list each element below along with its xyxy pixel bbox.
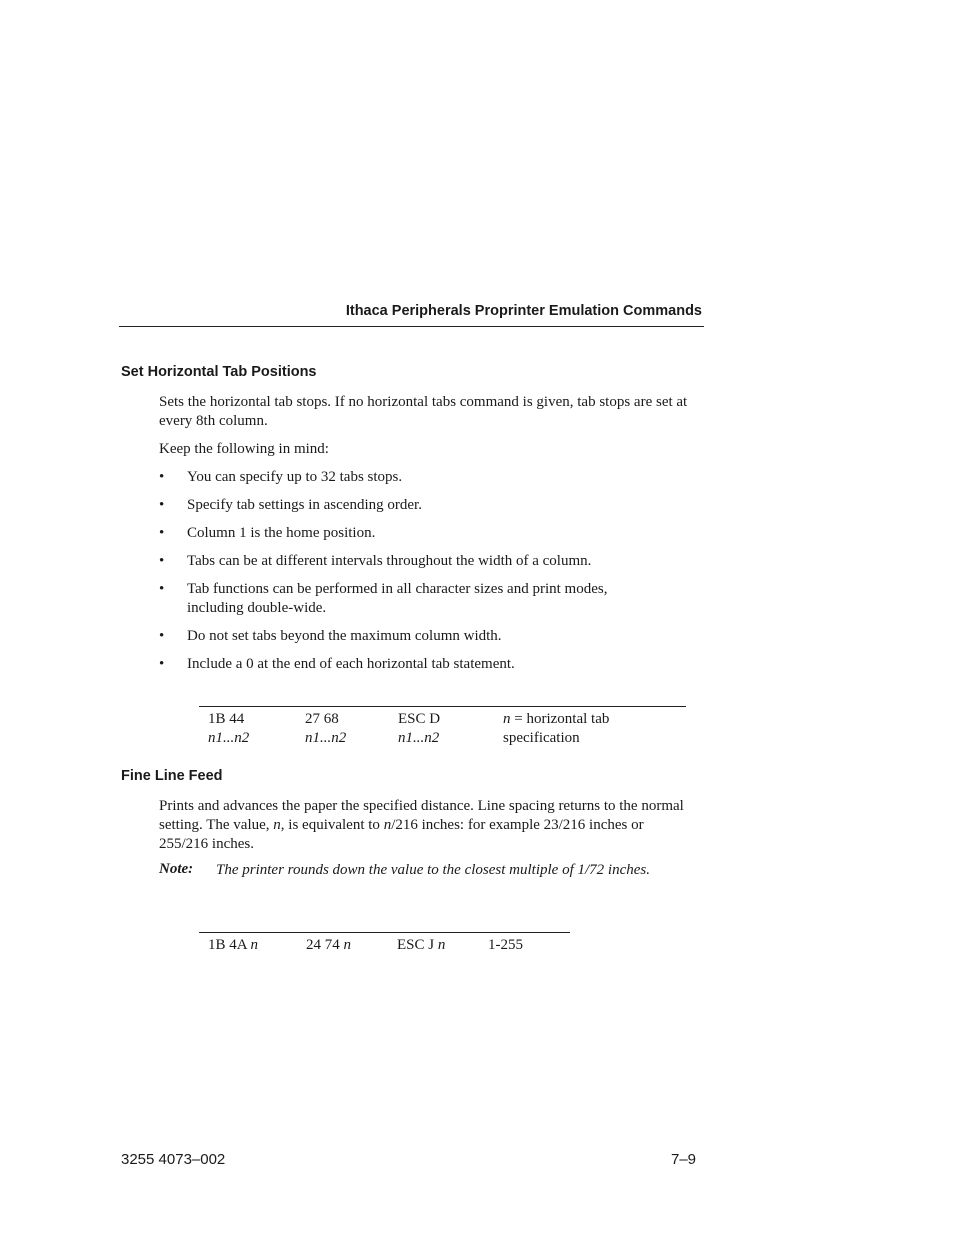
command-hex-code: 1B 4A n bbox=[208, 937, 259, 953]
bullet-symbol: • bbox=[159, 628, 165, 644]
command-range: 1-255 bbox=[488, 937, 523, 953]
keep-in-mind-text: Keep the following in mind: bbox=[159, 441, 329, 457]
list-item-text: Tabs can be at different intervals throughout the width of a column. bbox=[187, 553, 592, 569]
command-ascii-code: ESC D n1...n2 bbox=[398, 711, 441, 746]
running-header-title: Ithaca Peripherals Proprinter Emulation Commands bbox=[345, 303, 702, 319]
list-item-text: Tab functions can be performed in all character sizes and print modes, including double-wide. bbox=[187, 581, 608, 616]
bullet-symbol: • bbox=[159, 525, 165, 541]
command-decimal-code: 27 68 n1...n2 bbox=[305, 711, 347, 746]
command-hex-code: 1B 44 n1...n2 bbox=[208, 711, 250, 746]
note-label: Note: bbox=[159, 861, 194, 877]
section-heading-tab-positions: Set Horizontal Tab Positions bbox=[121, 364, 317, 380]
tab-positions-intro: Sets the horizontal tab stops. If no horizontal tabs command is given, tab stops are set at every 8th column. bbox=[159, 394, 688, 429]
bullet-symbol: • bbox=[159, 656, 165, 672]
bullet-symbol: • bbox=[159, 497, 165, 513]
bullet-symbol: • bbox=[159, 469, 165, 485]
section-heading-fine-line-feed: Fine Line Feed bbox=[121, 768, 223, 784]
note-text: The printer rounds down the value to the closest multiple of 1/72 inches. bbox=[216, 862, 650, 878]
list-item-text: Column 1 is the home position. bbox=[187, 525, 376, 541]
command-description: n = horizontal tab specification bbox=[503, 711, 610, 746]
list-item-text: You can specify up to 32 tabs stops. bbox=[187, 469, 403, 485]
command-table-rule bbox=[199, 706, 686, 707]
fine-line-feed-intro: Prints and advances the paper the specified distance. Line spacing returns to the normal setting. The value, n, is equivalent to n/216 inches: for example 23/216 inches or 255/216 inches. bbox=[159, 798, 684, 852]
bullet-symbol: • bbox=[159, 553, 165, 569]
command-table-rule bbox=[199, 932, 570, 933]
footer-document-number: 3255 4073–002 bbox=[121, 1151, 226, 1168]
list-item-text: Do not set tabs beyond the maximum column width. bbox=[187, 628, 502, 644]
list-item-text: Specify tab settings in ascending order. bbox=[187, 497, 422, 513]
bullet-symbol: • bbox=[159, 581, 165, 597]
command-decimal-code: 24 74 n bbox=[306, 937, 351, 953]
command-ascii-code: ESC J n bbox=[397, 937, 446, 953]
header-rule bbox=[119, 326, 704, 327]
footer-page-number: 7–9 bbox=[671, 1151, 697, 1168]
list-item-text: Include a 0 at the end of each horizontal tab statement. bbox=[187, 656, 515, 672]
